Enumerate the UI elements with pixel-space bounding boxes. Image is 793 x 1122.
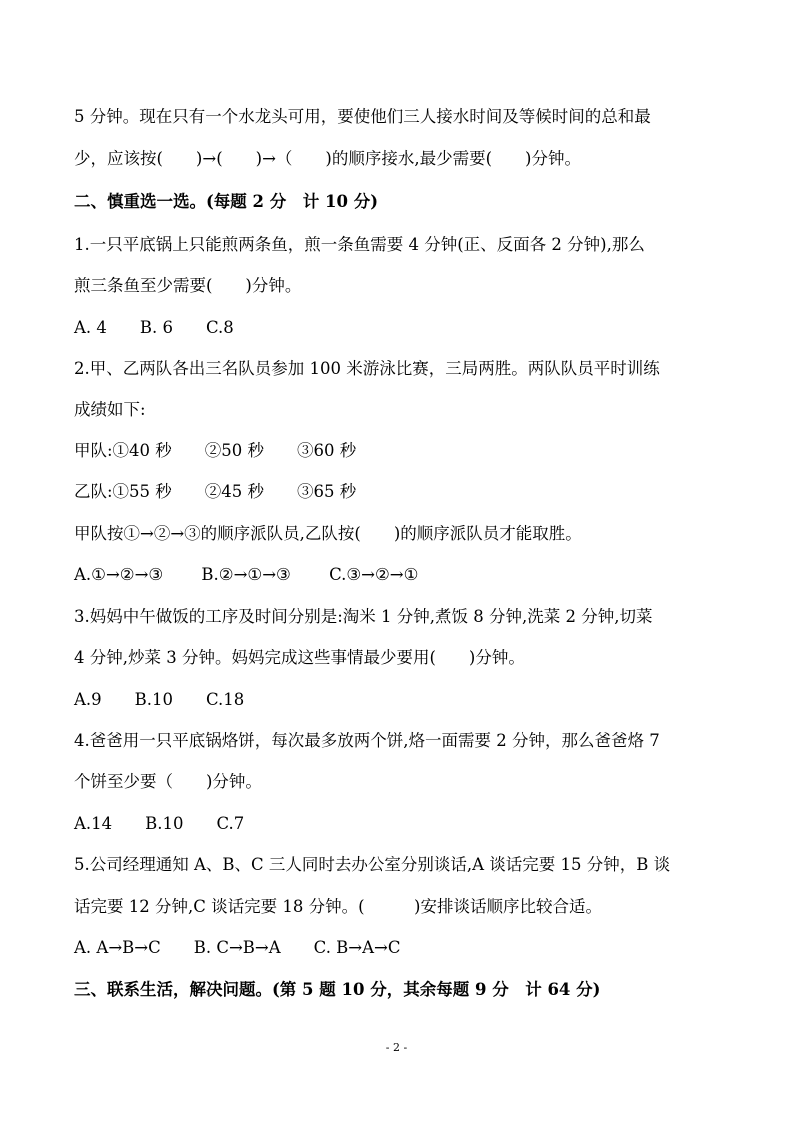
q2-line-2: 成绩如下: (74, 400, 146, 419)
section-2-heading: 二、慎重选一选。(每题 2 分 计 10 分) (74, 192, 379, 211)
section-3-heading: 三、联系生活，解决问题。(第 5 题 10 分，其余每题 9 分 计 64 分) (74, 980, 601, 999)
q3-options: A.9 B.10 C.18 (74, 690, 245, 709)
q4-options: A.14 B.10 C.7 (74, 814, 245, 833)
q4-line-2: 个饼至少要（ )分钟。 (74, 772, 262, 791)
q2-team-b: 乙队:①55 秒 ②45 秒 ③65 秒 (74, 482, 357, 501)
q2-options: A.①→②→③ B.②→①→③ C.③→②→① (74, 565, 419, 584)
q5-line-2: 话完要 12 分钟,C 谈话完要 18 分钟。( )安排谈话顺序比较合适。 (74, 897, 602, 916)
page-number: - 2 - (385, 1041, 408, 1054)
q2-line-3: 甲队按①→②→③的顺序派队员,乙队按( )的顺序派队员才能取胜。 (74, 524, 582, 543)
q2-team-a: 甲队:①40 秒 ②50 秒 ③60 秒 (74, 441, 357, 460)
q5-options: A. A→B→C B. C→B→A C. B→A→C (74, 938, 401, 957)
q2-line-1: 2.甲、乙两队各出三名队员参加 100 米游泳比赛，三局两胜。两队队员平时训练 (74, 359, 660, 378)
q1-line-2: 煎三条鱼至少需要( )分钟。 (74, 276, 302, 295)
intro-line-1: 5 分钟。现在只有一个水龙头可用，要使他们三人接水时间及等候时间的总和最 (74, 107, 651, 126)
q1-options: A. 4 B. 6 C.8 (74, 318, 234, 337)
intro-line-2: 少，应该按( )→( )→（ )的顺序接水,最少需要( )分钟。 (74, 149, 581, 168)
q3-line-1: 3.妈妈中午做饭的工序及时间分别是:淘米 1 分钟,煮饭 8 分钟,洗菜 2 分钟,切菜 (74, 607, 653, 626)
q4-line-1: 4.爸爸用一只平底锅烙饼，每次最多放两个饼,烙一面需要 2 分钟，那么爸爸烙 7 (74, 731, 660, 750)
q1-line-1: 1.一只平底锅上只能煎两条鱼，煎一条鱼需要 4 分钟(正、反面各 2 分钟),那么 (74, 235, 645, 254)
q5-line-1: 5.公司经理通知 A、B、C 三人同时去办公室分别谈话,A 谈话完要 15 分钟，B 谈 (74, 855, 671, 874)
q3-line-2: 4 分钟,炒菜 3 分钟。妈妈完成这些事情最少要用( )分钟。 (74, 648, 525, 667)
